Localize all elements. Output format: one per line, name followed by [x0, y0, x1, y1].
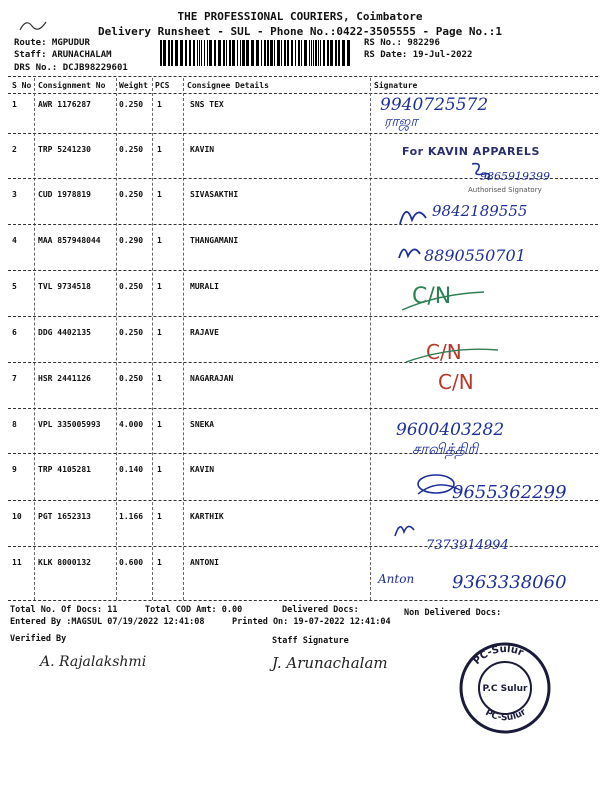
stroke-line-icon — [398, 290, 488, 314]
row-separator — [8, 453, 598, 454]
barcode-bar — [295, 40, 296, 66]
row8-phone-handwriting: 9600403282 — [396, 420, 505, 440]
svg-text:PC-Sulur: PC-Sulur — [483, 707, 529, 724]
cell-pcs: 1 — [157, 100, 162, 109]
cell-cons: HSR 2441126 — [38, 374, 91, 383]
barcode-bar — [175, 40, 178, 66]
cell-weight: 0.250 — [119, 100, 144, 109]
barcode-bar — [338, 40, 340, 66]
barcode-bar — [218, 40, 221, 66]
col-divider — [34, 78, 35, 600]
route-label: Route: MGPUDUR — [14, 38, 90, 48]
cell-cons: KLK 8000132 — [38, 558, 91, 567]
cell-cons: TVL 9734518 — [38, 282, 91, 291]
cell-name: KAVIN — [190, 465, 215, 474]
col-header-weight: Weight — [119, 81, 148, 90]
row10-signature-mark — [392, 518, 418, 544]
row7-cn-mark: C/N — [438, 370, 474, 394]
row1-name-handwriting: ராஜா — [384, 114, 418, 130]
cell-cons: CUD 1978819 — [38, 190, 91, 199]
barcode-bar — [330, 40, 333, 66]
barcode-bar — [256, 40, 259, 66]
cell-sno: 10 — [12, 512, 22, 521]
cell-pcs: 1 — [157, 465, 162, 474]
barcode-bar — [201, 40, 202, 66]
signature-scribble-icon — [396, 200, 432, 228]
signature-scribble-icon — [396, 240, 424, 262]
barcode-bar — [189, 40, 191, 66]
cell-weight: 4.000 — [119, 420, 144, 429]
printed-on: Printed On: 19-07-2022 12:41:04 — [232, 617, 391, 627]
cell-weight: 0.250 — [119, 190, 144, 199]
barcode-bar — [318, 40, 319, 66]
cell-pcs: 1 — [157, 145, 162, 154]
stamp-seal-icon — [455, 638, 555, 738]
barcode-bar — [180, 40, 183, 66]
barcode-bar — [291, 40, 293, 66]
barcode-bar — [232, 40, 235, 66]
barcode-bar — [270, 40, 273, 66]
cell-pcs: 1 — [157, 558, 162, 567]
barcode-bar — [251, 40, 254, 66]
barcode-bar — [342, 40, 345, 66]
barcode-bar — [160, 40, 162, 66]
row3-phone-handwriting: 9842189555 — [432, 202, 528, 220]
barcode-bar — [315, 40, 317, 66]
row8-name-handwriting: சாவித்திரி — [412, 440, 479, 458]
cell-sno: 7 — [12, 374, 17, 383]
barcode-bar — [193, 40, 195, 66]
stroke-line-icon — [402, 344, 502, 368]
col-divider — [116, 78, 117, 600]
barcode-bar — [226, 40, 227, 66]
barcode-bar — [298, 40, 300, 66]
row-separator — [8, 316, 598, 317]
barcode-bar — [284, 40, 286, 66]
cell-name: KAVIN — [190, 145, 215, 154]
barcode-bar — [313, 40, 314, 66]
col-divider — [183, 78, 184, 600]
barcode-bar — [242, 40, 245, 66]
cell-pcs: 1 — [157, 328, 162, 337]
signature-scribble-icon — [392, 518, 418, 540]
table-header-rule — [8, 93, 598, 94]
cell-name: NAGARAJAN — [190, 374, 234, 383]
barcode-bar — [237, 40, 238, 66]
barcode-bar — [171, 40, 173, 66]
barcode-graphic — [160, 40, 350, 66]
col-divider — [370, 78, 371, 600]
barcode-bar — [207, 40, 208, 66]
cell-sno: 6 — [12, 328, 17, 337]
barcode-bar — [246, 40, 249, 66]
col-header-sno: S No — [12, 81, 32, 90]
barcode-bar — [323, 40, 325, 66]
barcode-bar — [261, 40, 262, 66]
barcode-bar — [309, 40, 310, 66]
cell-weight: 0.140 — [119, 465, 144, 474]
row2-company-stamp: For KAVIN APPARELS — [402, 145, 540, 158]
barcode-bar — [163, 40, 166, 66]
barcode-bar — [311, 40, 312, 66]
barcode-bar — [277, 40, 280, 66]
cell-cons: MAA 857948044 — [38, 236, 101, 245]
row6-underline-stroke — [402, 344, 502, 372]
cell-weight: 0.250 — [119, 328, 144, 337]
runsheet-subtitle: Delivery Runsheet - SUL - Phone No.:0422-3505555 - Page No.:1 — [98, 25, 502, 38]
cell-sno: 5 — [12, 282, 17, 291]
row5-underline-stroke — [398, 290, 488, 318]
col-header-consignee: Consignee Details — [187, 81, 269, 90]
cell-cons: DDG 4402135 — [38, 328, 91, 337]
barcode-bar — [274, 40, 275, 66]
barcode-bar — [335, 40, 337, 66]
cell-pcs: 1 — [157, 190, 162, 199]
cell-sno: 2 — [12, 145, 17, 154]
cell-name: ANTONI — [190, 558, 219, 567]
row4-signature-mark — [396, 240, 424, 266]
cell-pcs: 1 — [157, 374, 162, 383]
barcode-bar — [240, 40, 241, 66]
barcode-bar — [281, 40, 282, 66]
col-divider — [152, 78, 153, 600]
barcode-bar — [304, 40, 307, 66]
cell-pcs: 1 — [157, 512, 162, 521]
verified-by-label: Verified By — [10, 634, 67, 644]
cell-sno: 9 — [12, 465, 17, 474]
cell-weight: 0.250 — [119, 374, 144, 383]
cell-name: SNS TEX — [190, 100, 224, 109]
delivered-docs: Delivered Docs: — [282, 605, 359, 615]
row1-phone-handwriting: 9940725572 — [380, 95, 489, 115]
cell-name: MURALI — [190, 282, 219, 291]
barcode-bar — [287, 40, 289, 66]
cell-weight: 1.166 — [119, 512, 144, 521]
total-cod: Total COD Amt: 0.00 — [145, 605, 243, 615]
col-header-signature: Signature — [374, 81, 418, 90]
row9-phone-handwriting: 9655362299 — [452, 482, 567, 503]
barcode-bar — [197, 40, 198, 66]
office-stamp — [455, 638, 555, 738]
barcode-bar — [301, 40, 302, 66]
row2-phone-handwriting: 9865919399 — [480, 170, 550, 183]
verified-signature: A. Rajalakshmi — [40, 654, 147, 670]
drs-number: DRS No.: DCJB98229601 — [14, 63, 128, 73]
svg-text:P.C Sulur: P.C Sulur — [482, 684, 528, 694]
barcode-bar — [264, 40, 266, 66]
cell-weight: 0.250 — [119, 282, 144, 291]
barcode-bar — [209, 40, 212, 66]
entered-by: Entered By :MAGSUL 07/19/2022 12:41:08 — [10, 617, 205, 627]
staff-signature-label: Staff Signature — [272, 636, 349, 646]
table-bottom-rule — [8, 600, 598, 601]
staff-signature: J. Arunachalam — [272, 654, 388, 672]
row-separator — [8, 546, 598, 547]
cell-pcs: 1 — [157, 420, 162, 429]
cell-weight: 0.250 — [119, 145, 144, 154]
barcode-bar — [214, 40, 216, 66]
cell-sno: 3 — [12, 190, 17, 199]
barcode-bar — [320, 40, 321, 66]
rs-number: RS No.: 982296 — [364, 38, 440, 48]
cell-pcs: 1 — [157, 236, 162, 245]
row11-name-handwriting: Anton — [378, 572, 415, 586]
barcode-bar — [168, 40, 170, 66]
barcode-bar — [185, 40, 187, 66]
col-header-pcs: PCS — [155, 81, 170, 90]
company-title: THE PROFESSIONAL COURIERS, Coimbatore — [177, 10, 423, 23]
barcode-bar — [223, 40, 225, 66]
cell-weight: 0.290 — [119, 236, 144, 245]
cell-name: THANGAMANI — [190, 236, 239, 245]
non-delivered-docs: Non Delivered Docs: — [404, 608, 502, 618]
row2-signature-mark — [468, 160, 498, 188]
cell-sno: 1 — [12, 100, 17, 109]
cell-sno: 8 — [12, 420, 17, 429]
cell-name: SIVASAKTHI — [190, 190, 239, 199]
rs-date: RS Date: 19-Jul-2022 — [364, 50, 473, 60]
barcode-bar — [204, 40, 205, 66]
row6-cn-mark: C/N — [426, 340, 462, 364]
staff-label: Staff: ARUNACHALAM — [14, 50, 112, 60]
barcode-bar — [199, 40, 200, 66]
cell-cons: AWR 1176287 — [38, 100, 91, 109]
row-separator — [8, 270, 598, 271]
barcode-bar — [267, 40, 269, 66]
row3-signature-mark — [396, 200, 432, 232]
cell-weight: 0.600 — [119, 558, 144, 567]
cell-pcs: 1 — [157, 282, 162, 291]
cell-name: SNEKA — [190, 420, 215, 429]
row11-phone-handwriting: 9363338060 — [452, 572, 567, 593]
cell-name: RAJAVE — [190, 328, 219, 337]
row4-phone-handwriting: 8890550701 — [424, 246, 526, 265]
row2-authorised-text: Authorised Signatory — [468, 186, 542, 194]
col-header-consignment: Consignment No — [38, 81, 106, 90]
barcode-bar — [347, 40, 350, 66]
row10-phone-handwriting: 7373914994 — [426, 538, 509, 553]
cell-name: KARTHIK — [190, 512, 224, 521]
svg-text:PC-Sulur: PC-Sulur — [471, 643, 525, 668]
barcode-bar — [327, 40, 329, 66]
cell-cons: PGT 1652313 — [38, 512, 91, 521]
row-separator — [8, 133, 598, 134]
total-docs: Total No. Of Docs: 11 — [10, 605, 118, 615]
row-separator — [8, 224, 598, 225]
cell-sno: 11 — [12, 558, 22, 567]
cell-cons: TRP 5241230 — [38, 145, 91, 154]
signature-scribble-icon — [468, 160, 498, 184]
row-separator — [8, 408, 598, 409]
cell-cons: VPL 335005993 — [38, 420, 101, 429]
table-top-rule — [8, 76, 598, 77]
cell-cons: TRP 4105281 — [38, 465, 91, 474]
row-separator — [8, 362, 598, 363]
barcode — [160, 40, 350, 66]
row5-cn-mark: C/N — [412, 284, 452, 309]
cell-sno: 4 — [12, 236, 17, 245]
barcode-bar — [229, 40, 231, 66]
